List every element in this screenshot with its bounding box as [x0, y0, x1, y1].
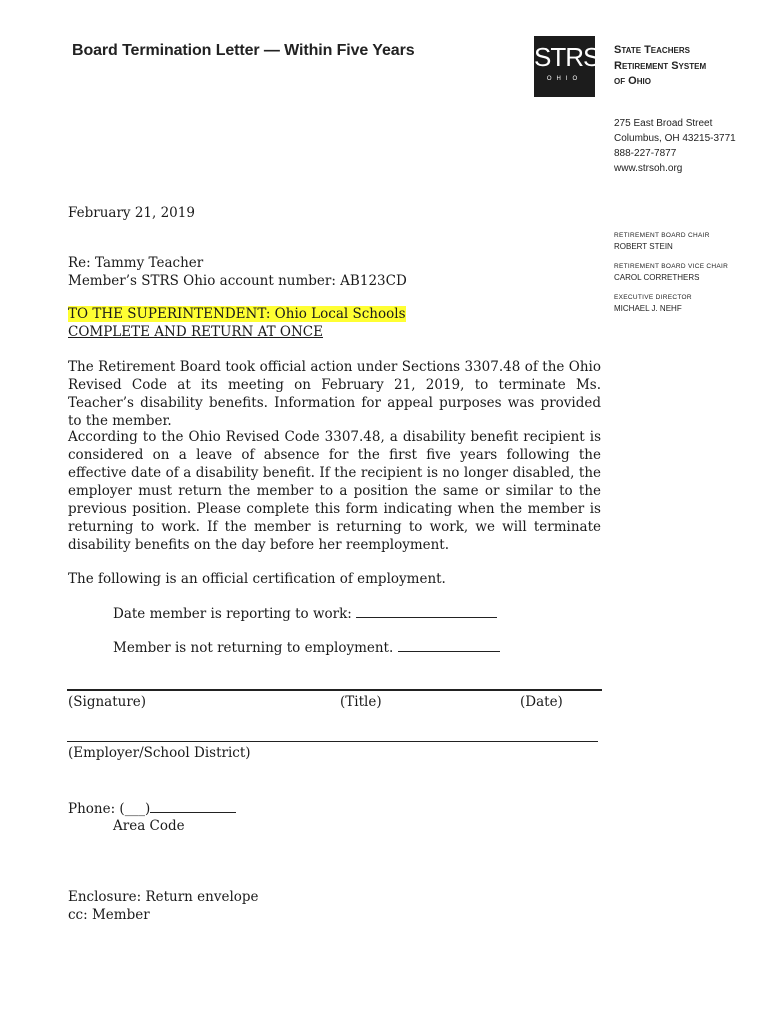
city-state-zip: Columbus, OH 43215-3771 — [614, 133, 736, 144]
org-line: State Teachers — [614, 44, 690, 56]
complete-return-line: COMPLETE AND RETURN AT ONCE — [68, 324, 323, 340]
logo-subtext: OHIO — [546, 76, 583, 82]
date-reporting-label: Date member is reporting to work: — [113, 606, 352, 622]
cc-line: cc: Member — [68, 907, 150, 923]
official-role: RETIREMENT BOARD CHAIR — [614, 232, 710, 239]
strs-logo — [534, 36, 600, 97]
official-name: CAROL CORRETHERS — [614, 273, 700, 282]
date-reporting-field[interactable] — [356, 604, 497, 618]
officials-list — [614, 230, 728, 323]
organization-name — [614, 43, 706, 90]
street-address: 275 East Broad Street — [614, 118, 713, 129]
certification-intro: The following is an official certification of employment. — [68, 571, 446, 587]
employer-label: (Employer/School District) — [68, 745, 251, 761]
signature-label: (Signature) — [68, 694, 147, 710]
document-title: Board Termination Letter — Within Five Years — [72, 42, 415, 59]
paragraph-ohio-code: According to the Ohio Revised Code 3307.48, a disability benefit recipient is considered on a leave of absence for the first five years following the effective date of a disability benefit. If the recipient is no longer disabled, the employer must return the member to a position the same or similar to the previous position. Please complete this form indicating when the member is returning to work. If the member is returning to work, we will terminate disability benefits on the day before her reemployment. — [68, 429, 601, 553]
website: www.strsoh.org — [614, 163, 683, 174]
address-block — [614, 116, 736, 176]
org-line: of Ohio — [614, 75, 651, 87]
official-name: MICHAEL J. NEHF — [614, 304, 682, 313]
letter-date: February 21, 2019 — [68, 205, 195, 221]
employer-line[interactable] — [67, 741, 598, 742]
paragraph-board-action: The Retirement Board took official action under Sections 3307.48 of the Ohio Revised Code at its meeting on February 21, 2019, to terminate Ms. Teacher’s disability benefits. Information for appeal purposes was provided to the member. — [68, 359, 601, 429]
official-role: RETIREMENT BOARD VICE CHAIR — [614, 263, 729, 270]
not-returning-label: Member is not returning to employment. — [113, 640, 394, 656]
signature-line[interactable] — [67, 689, 602, 691]
phone-label: Phone: (___) — [68, 801, 151, 817]
not-returning-field[interactable] — [398, 638, 500, 652]
area-code-label: Area Code — [113, 818, 185, 834]
phone-number: 888-227-7877 — [614, 148, 677, 159]
logo-text: STRS — [534, 42, 600, 72]
phone-field[interactable] — [150, 799, 236, 813]
re-line: Re: Tammy Teacher — [68, 255, 204, 271]
superintendent-line: TO THE SUPERINTENDENT: Ohio Local Schools — [68, 306, 406, 322]
title-label: (Title) — [340, 694, 382, 710]
official-name: ROBERT STEIN — [614, 242, 673, 251]
official-role: EXECUTIVE DIRECTOR — [614, 294, 692, 301]
org-line: Retirement System — [614, 59, 707, 72]
account-line: Member’s STRS Ohio account number: AB123CD — [68, 273, 407, 289]
enclosure-line: Enclosure: Return envelope — [68, 889, 259, 905]
date-label: (Date) — [520, 694, 563, 710]
